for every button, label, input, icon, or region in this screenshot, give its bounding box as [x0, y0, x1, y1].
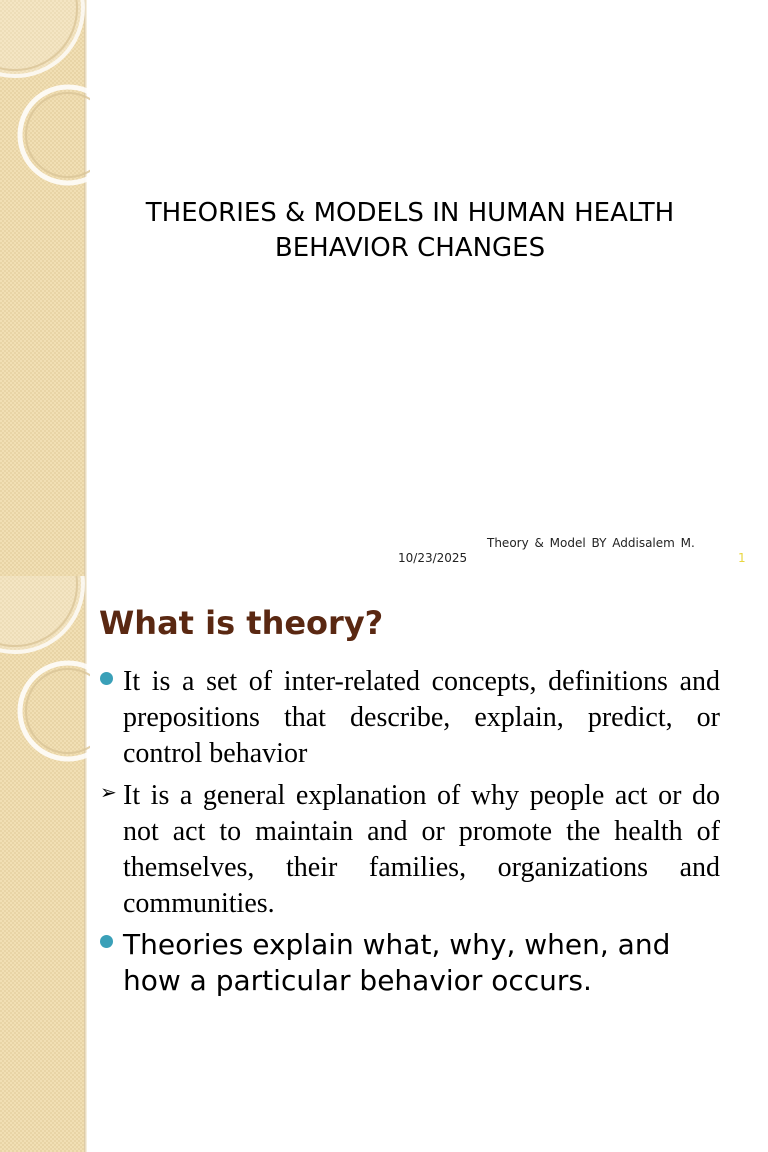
bullet-text: It is a set of inter-related concepts, definitions and prepositions that describe, explain, predict, or control behavior	[123, 666, 720, 769]
list-item	[100, 778, 720, 922]
list-item	[100, 664, 720, 772]
bullet-dot-icon	[100, 672, 113, 685]
slide-title	[100, 196, 720, 266]
slide-title-line-2: BEHAVIOR CHANGES	[274, 233, 546, 263]
circles-decoration-icon	[0, 576, 90, 776]
page-number: 1	[738, 551, 746, 565]
bullet-text: Theories explain what, why, when, and how a particular behavior occurs.	[123, 928, 671, 997]
footer-text: Theory & Model BY Addisalem M.	[487, 536, 695, 550]
slide-title-line-1: THEORIES & MODELS IN HUMAN HEALTH	[145, 198, 675, 228]
bullet-dot-icon	[100, 935, 113, 948]
slide-heading: What is theory?	[99, 604, 384, 642]
list-item	[100, 927, 720, 999]
circles-decoration-icon	[0, 0, 90, 200]
footer-date: 10/23/2025	[398, 551, 468, 565]
arrow-bullet-icon: ➢	[100, 780, 117, 804]
bullet-text: It is a general explanation of why people act or do not act to maintain and or promote the health of themselves, their families, organizations and communities.	[123, 780, 720, 919]
